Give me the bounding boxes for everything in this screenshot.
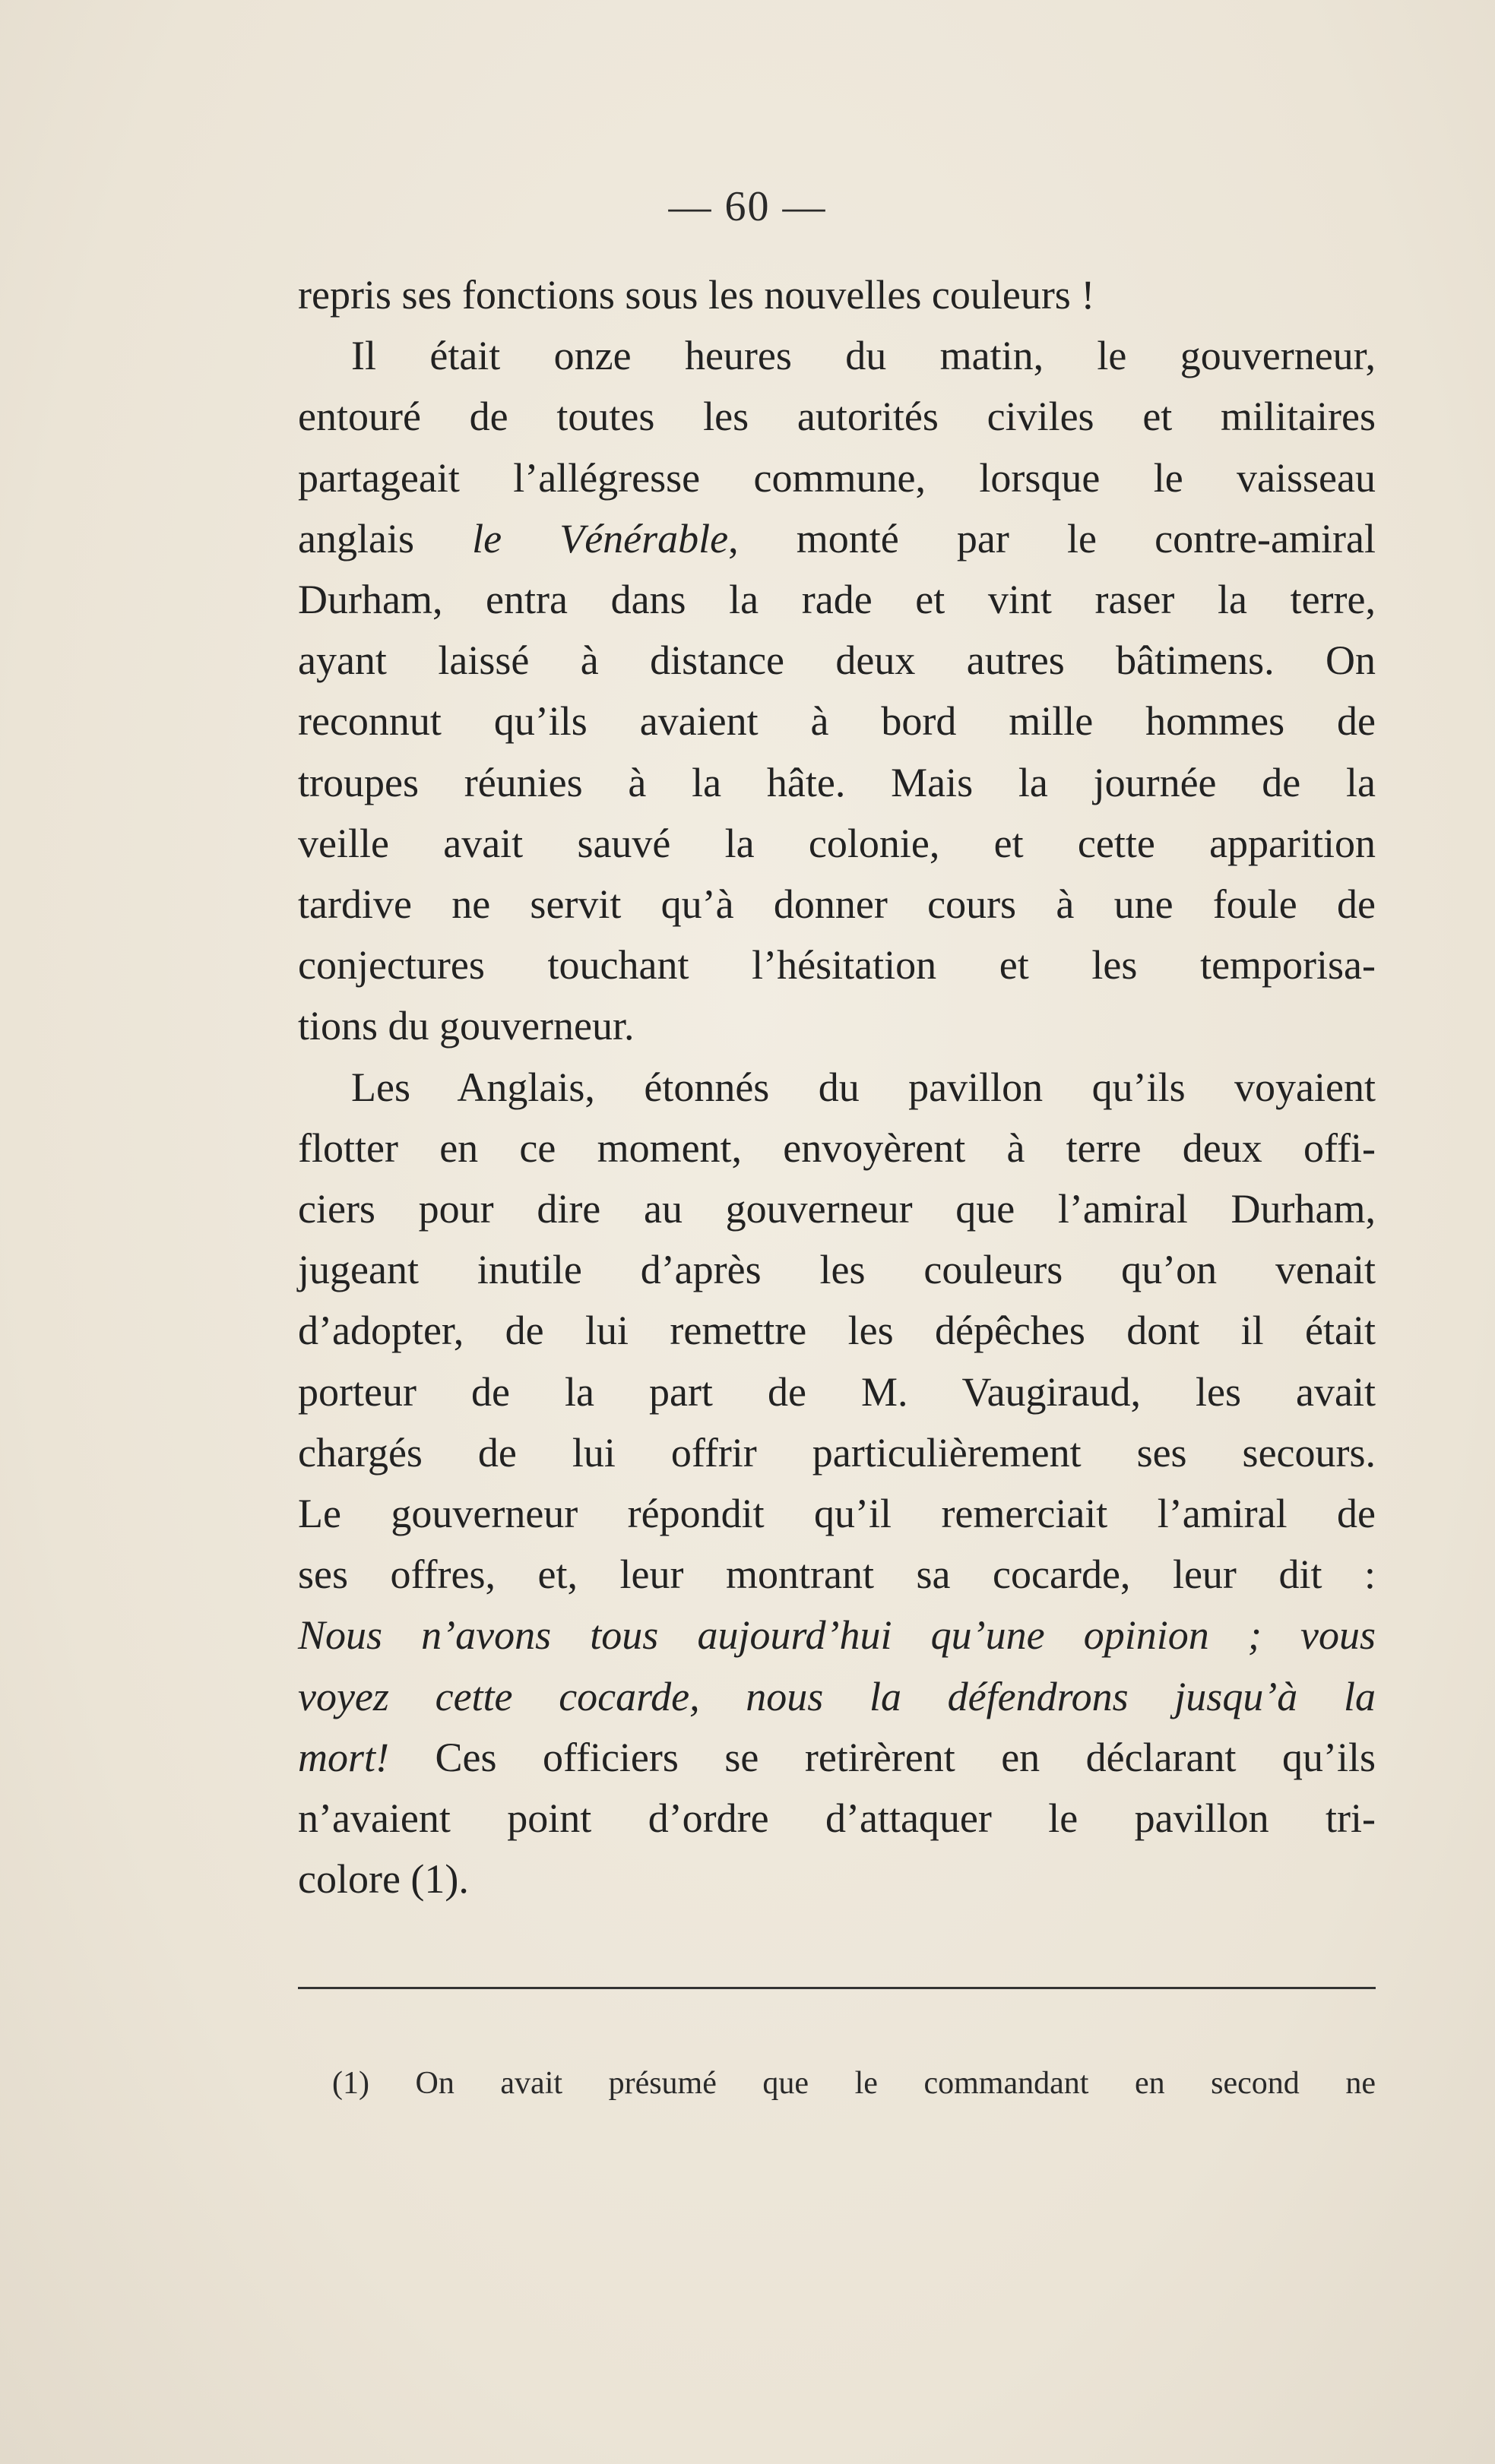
text-line: veille avait sauvé la colonie, et cette apparition bbox=[298, 820, 1376, 866]
text-line: porteur de la part de M. Vaugiraud, les avait bbox=[298, 1368, 1376, 1415]
text-line: Il était onze heures du matin, le gouverneur, bbox=[351, 333, 1376, 379]
text-line: tions du gouverneur. bbox=[298, 1003, 635, 1049]
text-line: troupes réunies à la hâte. Mais la journée de la bbox=[298, 759, 1376, 805]
text-line: d’adopter, de lui remettre les dépêches dont il était bbox=[298, 1308, 1376, 1354]
paragraph-2 bbox=[298, 325, 1376, 1056]
page-number-header: — 60 — bbox=[668, 183, 827, 230]
paragraph-3 bbox=[298, 1057, 1376, 1910]
footnote: (1) On avait présumé que le commandant en second ne bbox=[332, 2066, 1376, 2101]
text-line: ses offres, et, leur montrant sa cocarde, leur dit : bbox=[298, 1551, 1376, 1598]
text-line: Le gouverneur répondit qu’il remerciait l’amiral de bbox=[298, 1491, 1376, 1537]
text-line: colore (1). bbox=[298, 1856, 469, 1903]
text-line: Les Anglais, étonnés du pavillon qu’ils voyaient bbox=[351, 1064, 1376, 1110]
paragraph-1 bbox=[298, 264, 1376, 325]
text-line: anglais le Vénérable, monté par le contre-amiral bbox=[298, 515, 1376, 561]
body-text bbox=[298, 264, 1376, 1909]
text-line: ayant laissé à distance deux autres bâtimens. On bbox=[298, 637, 1376, 684]
text-line: entouré de toutes les autorités civiles et militaires bbox=[298, 394, 1376, 440]
text-line: ciers pour dire au gouverneur que l’amiral Durham, bbox=[298, 1186, 1376, 1232]
text-line: Durham, entra dans la rade et vint raser la terre, bbox=[298, 577, 1376, 623]
text-line: jugeant inutile d’après les couleurs qu’on venait bbox=[298, 1247, 1376, 1293]
text-line: voyez cette cocarde, nous la défendrons jusqu’à la bbox=[298, 1673, 1376, 1719]
text-line: flotter en ce moment, envoyèrent à terre deux offi- bbox=[298, 1124, 1376, 1171]
footnote-divider bbox=[298, 1987, 1376, 1989]
text-line: partageait l’allégresse commune, lorsque le vaisseau bbox=[298, 454, 1376, 501]
text-line: mort! Ces officiers se retirèrent en déclarant qu’ils bbox=[298, 1734, 1376, 1780]
text-line: Nous n’avons tous aujourd’hui qu’une opinion ; vous bbox=[298, 1612, 1376, 1659]
text-line: chargés de lui offrir particulièrement ses secours. bbox=[298, 1429, 1376, 1476]
text-line: n’avaient point d’ordre d’attaquer le pavillon tri- bbox=[298, 1795, 1376, 1842]
text-line: reconnut qu’ils avaient à bord mille hommes de bbox=[298, 698, 1376, 745]
text-line: conjectures touchant l’hésitation et les temporisa- bbox=[298, 942, 1376, 988]
text-line: repris ses fonctions sous les nouvelles couleurs ! bbox=[298, 272, 1095, 318]
text-line: tardive ne servit qu’à donner cours à une foule de bbox=[298, 881, 1376, 928]
